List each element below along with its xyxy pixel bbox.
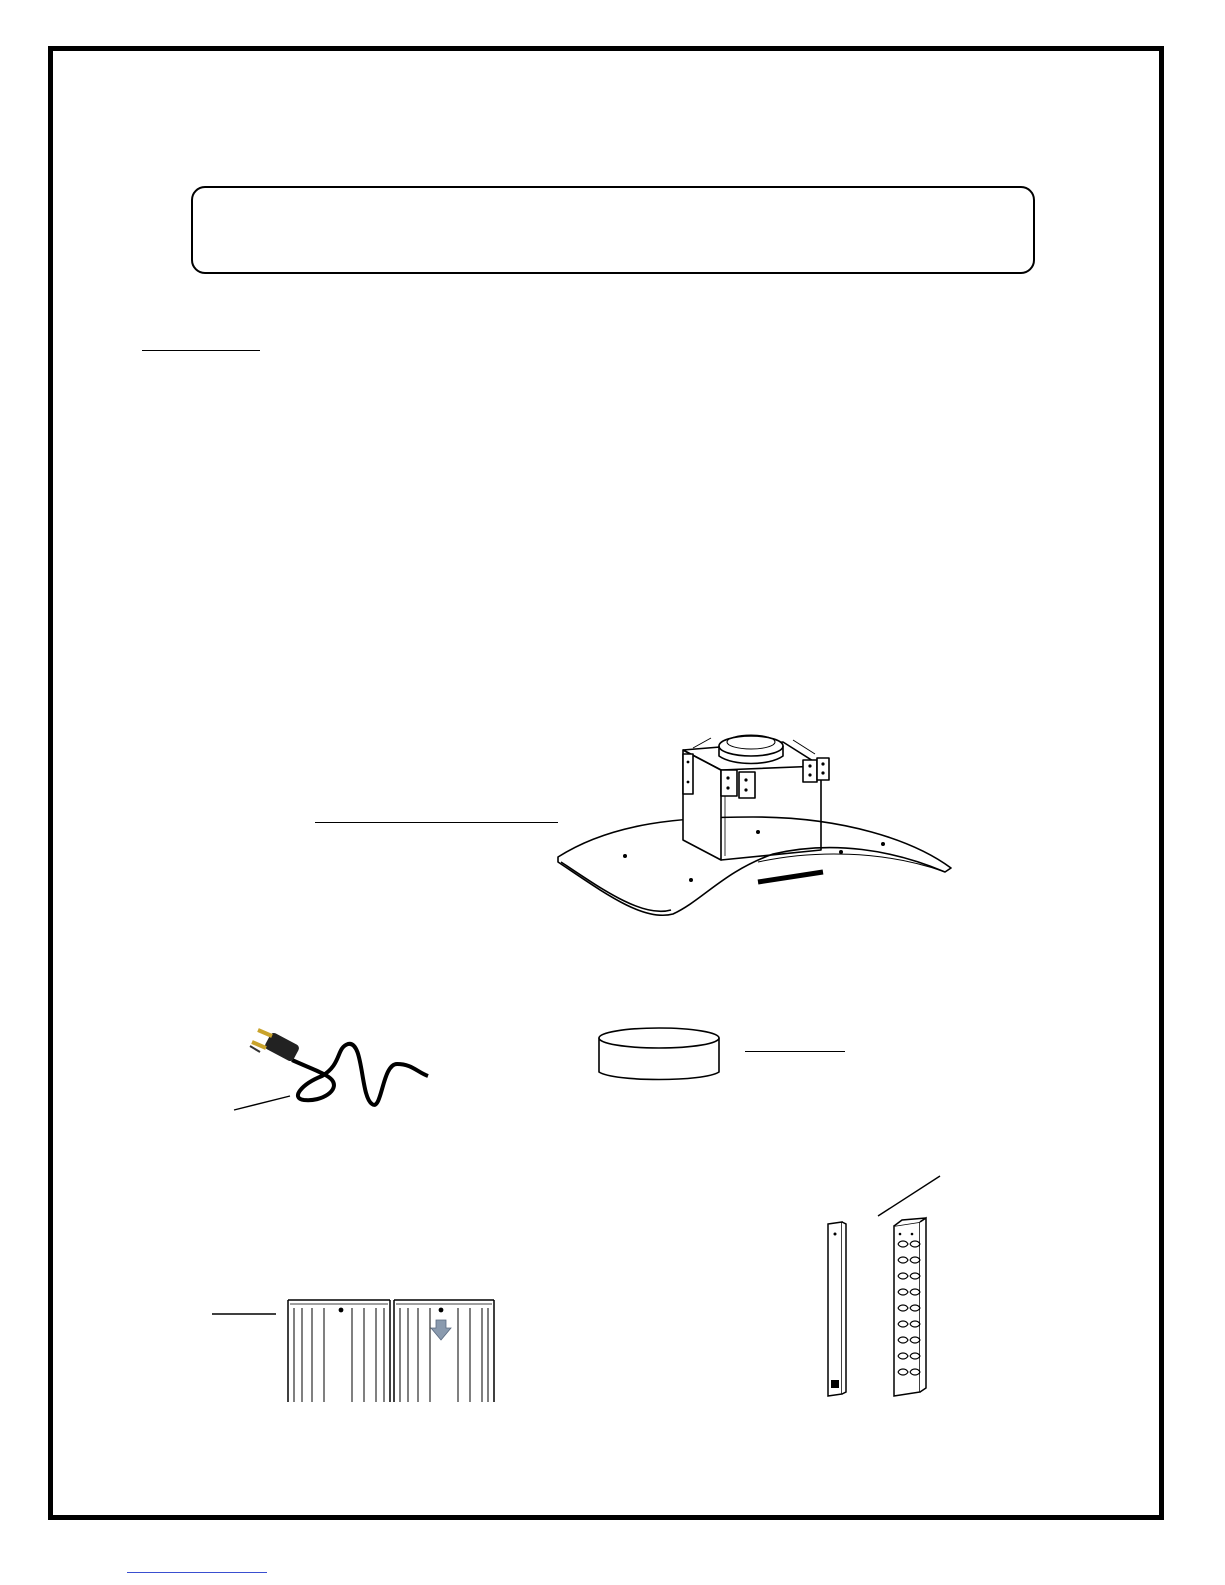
duct-collar-label-line <box>745 1051 845 1052</box>
baffle-filter-icon <box>212 1298 498 1402</box>
section-heading-underline <box>142 350 260 351</box>
hood-label-line <box>315 822 558 823</box>
power-cord-icon <box>232 1024 432 1114</box>
duct-collar-icon <box>594 1024 724 1086</box>
title-box <box>191 186 1035 274</box>
footer-link[interactable] <box>127 1556 267 1573</box>
mounting-bracket-icon <box>822 1172 946 1398</box>
range-hood-icon <box>553 722 958 922</box>
